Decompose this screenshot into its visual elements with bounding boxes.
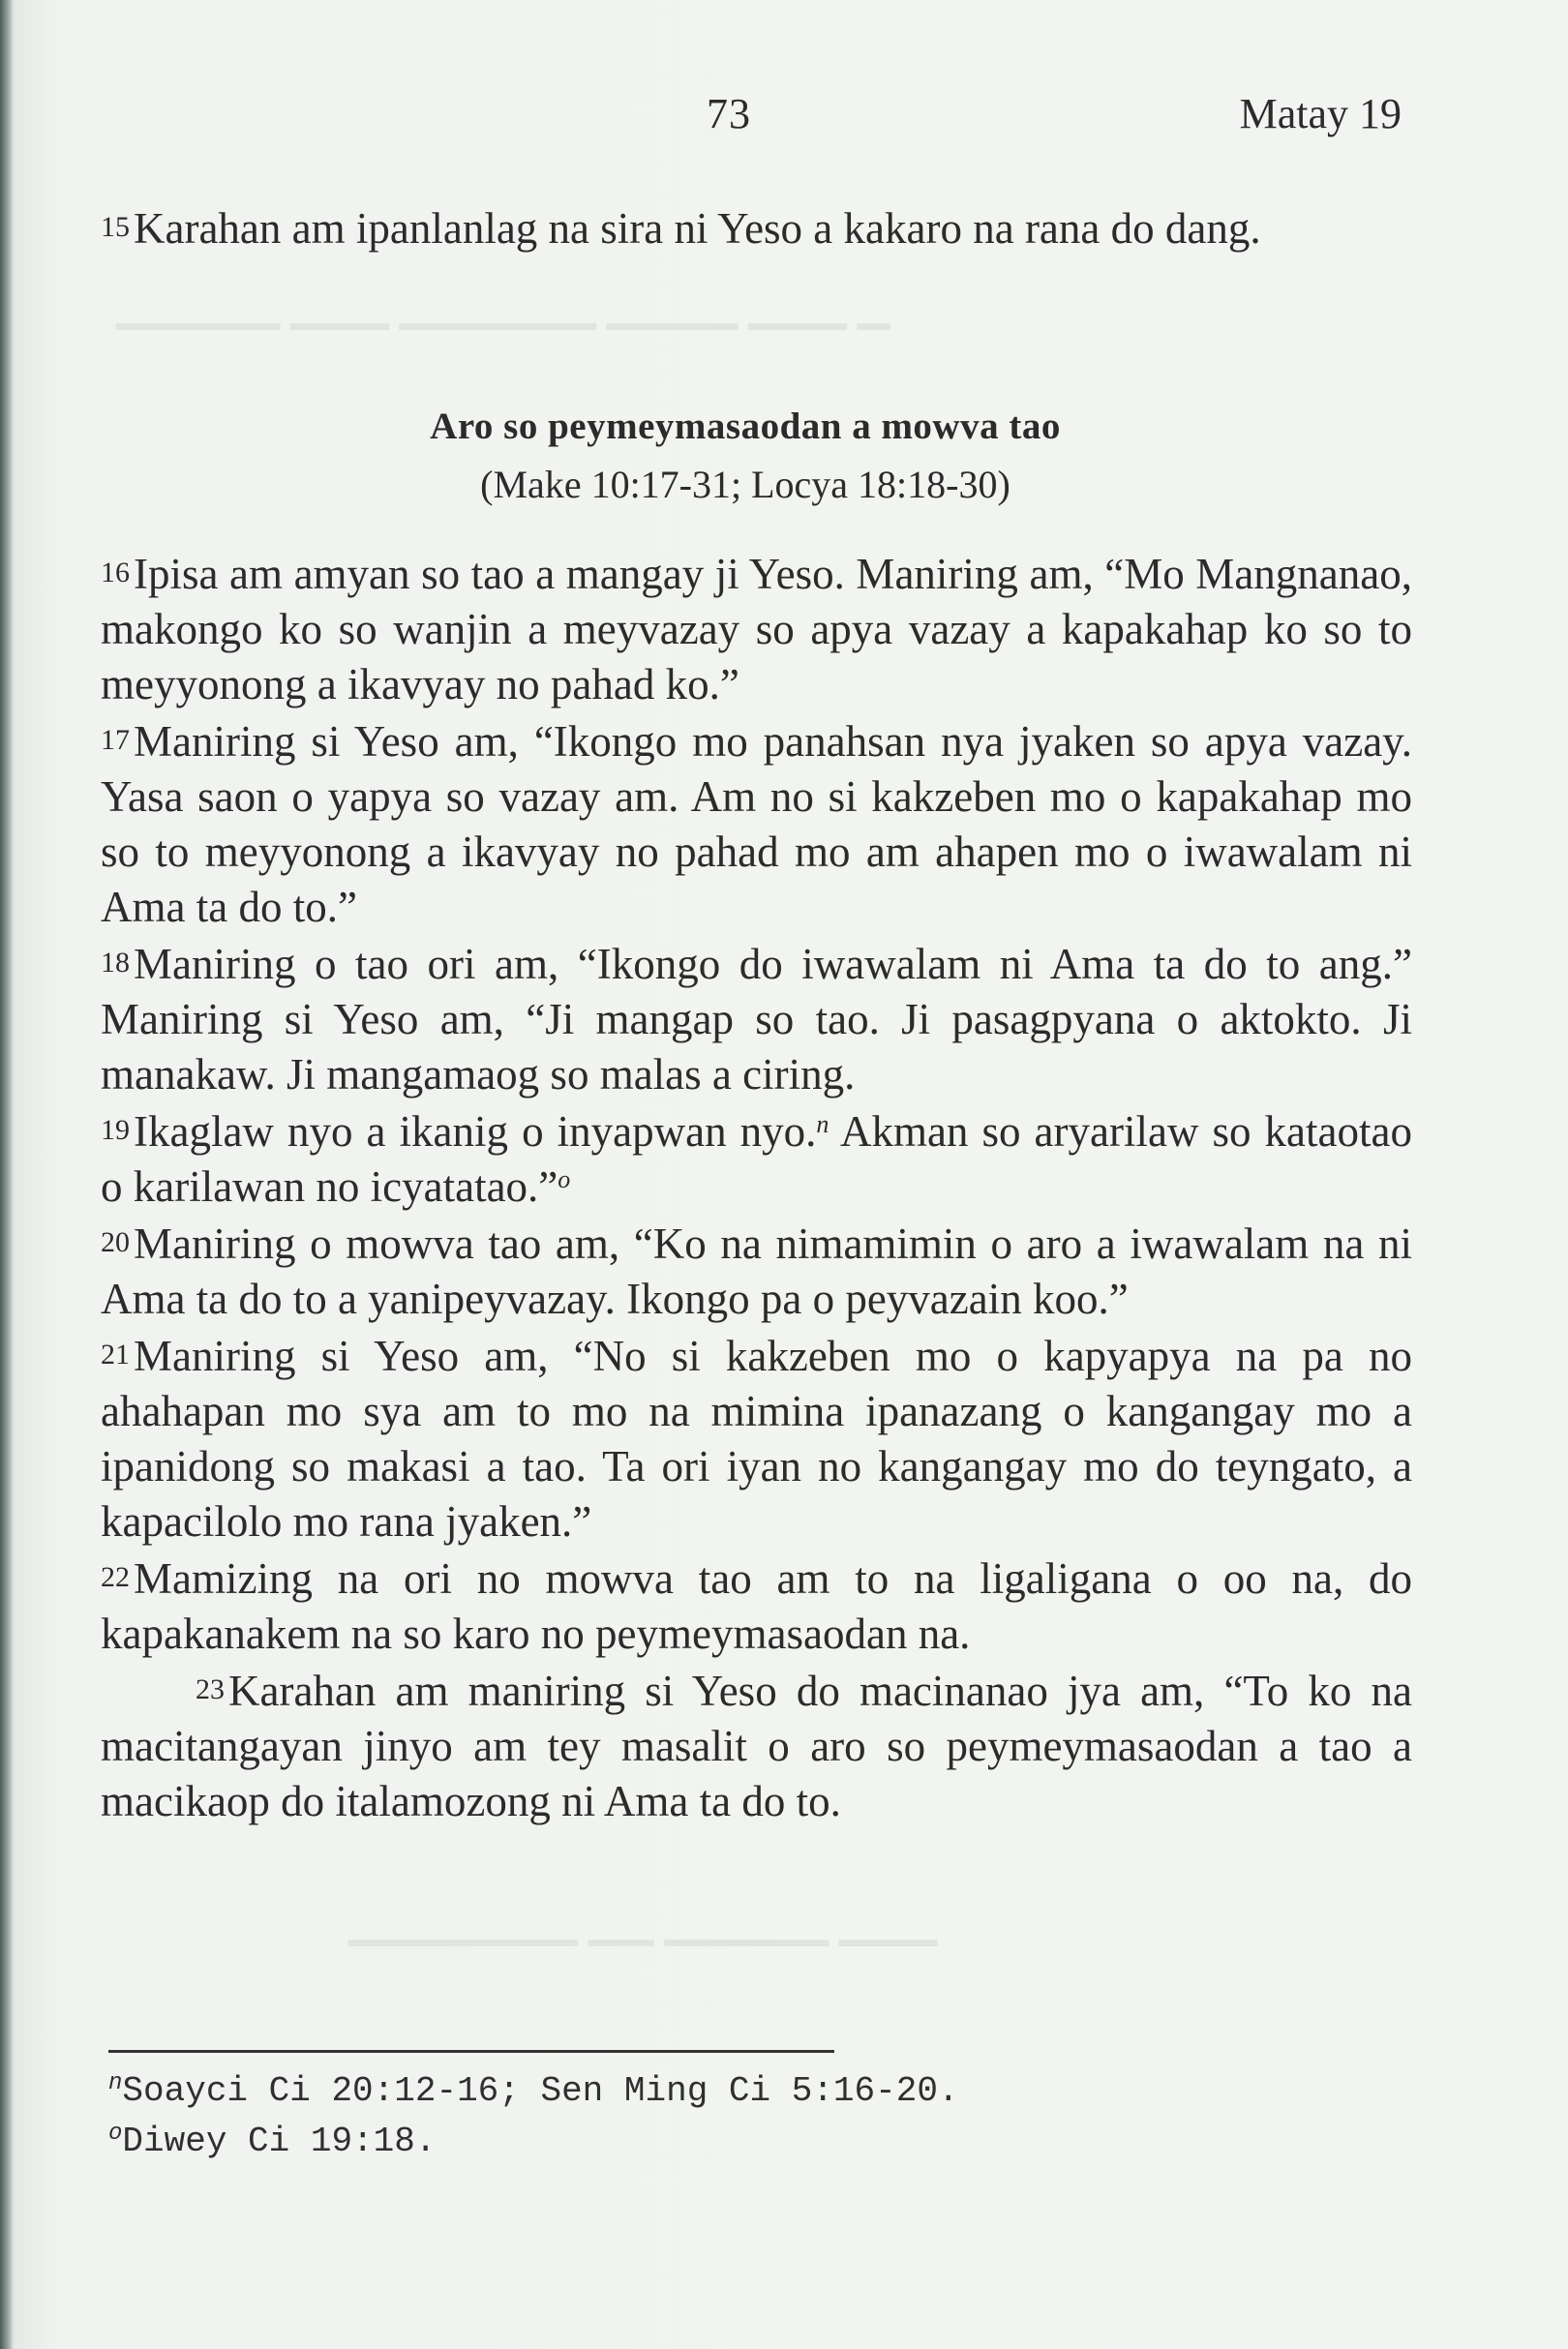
verse-23 [101,1662,1412,1829]
verse-15 [101,199,1412,256]
verse-text: Karahan am ipanlanlag na sira ni Yeso a kakaro na rana do dang. [134,204,1261,253]
verse-number: 16 [101,557,130,588]
page-number: 73 [707,90,751,137]
verse-text: Maniring si Yeso am, “No si kakzeben mo o kapyapya na pa no ahahapan mo sya am to mo na mimina ipanazang o kangangay mo a ipanidong so makasi a tao. Ta ori iyan no kangangay mo do teyngato, a kapacilolo mo rana jyaken.” [101,1332,1412,1546]
verse-21 [101,1327,1412,1550]
verse-20 [101,1215,1412,1327]
verse-22 [101,1550,1412,1662]
verse-text: Karahan am maniring si Yeso do macinanao jya am, “To ko na macitangayan jinyo am tey masalit o aro so peymeymasaodan a tao a macikaop do italamozong ni Ama ta do to. [101,1667,1412,1825]
book-spine-shadow [0,0,14,2349]
footnote-mark: o [108,2121,123,2147]
verse-number: 18 [101,947,130,979]
verse-text: Ikaglaw nyo a ikanig o inyapwan nyo. [134,1107,817,1156]
verse-16 [101,545,1412,712]
section-heading: Aro so peymeymasaodan a mowva tao [430,406,1061,447]
verse-19 [101,1102,1412,1215]
verse-text: Mamizing na ori no mowva tao am to na ligaligana o oo na, do kapakanakem na so karo no peymeymasaodan na. [101,1554,1412,1658]
verse-number: 23 [196,1673,225,1705]
verse-17 [101,712,1412,935]
footnote-marker[interactable]: n [816,1110,829,1138]
bleed-through: ▁▁▁ ▁▁▁▁▁ ▁▁ ▁▁▁▁▁▁▁ [348,1898,938,1945]
verse-number: 17 [101,724,130,756]
bleed-through: ▁ ▁▁▁ ▁▁▁▁ ▁▁▁▁▁▁ ▁▁▁ ▁▁▁▁▁ [116,282,890,329]
verse-number: 20 [101,1226,130,1258]
verse-number: 22 [101,1561,130,1593]
verse-text: Maniring o tao ori am, “Ikongo do iwawalam ni Ama ta do to ang.” Maniring si Yeso am, “Ji mangap so tao. Ji pasagpyana o aktokto. Ji manakaw. Ji mangamaog so malas a ciring. [101,940,1412,1099]
section-cross-reference: (Make 10:17-31; Locya 18:18-30) [480,463,1010,506]
running-header: Matay 19 [1239,90,1402,137]
verse-text: Maniring si Yeso am, “Ikongo mo panahsan nya jyaken so apya vazay. Yasa saon o yapya so vazay am. Am no si kakzeben mo o kapakahap mo so to meyyonong a ikavyay no pahad mo am ahapen mo o iwawalam ni Ama ta do to.” [101,717,1412,931]
verse-18 [101,935,1412,1102]
footnote-divider [108,2050,834,2053]
verse-text: Ipisa am amyan so tao a mangay ji Yeso. Maniring am, “Mo Mangnanao, makongo ko so wanjin a meyvazay so apya vazay a kapakahap ko so to meyyonong a ikavyay no pahad ko.” [101,550,1412,708]
footnote-text: Soayci Ci 20:12-16; Sen Ming Ci 5:16-20. [122,2071,959,2111]
verse-text: Maniring o mowva tao am, “Ko na nimamimin o aro a iwawalam na ni Ama ta do to a yanipeyvazay. Ikongo pa o peyvazain koo.” [101,1220,1412,1323]
footnote-text: Diwey Ci 19:18. [122,2122,437,2161]
verse-number: 19 [101,1114,130,1146]
verse-text: Akman so aryarilaw so kataotao o karilawan no icyatatao.” [101,1107,1412,1211]
verse-body [101,545,1412,1829]
verse-number: 15 [101,211,130,243]
footnote-marker[interactable]: o [558,1165,571,1193]
verse-number: 21 [101,1339,130,1370]
footnote-n [108,2071,959,2111]
footnote-o [108,2122,436,2161]
footnote-mark: n [108,2070,123,2096]
